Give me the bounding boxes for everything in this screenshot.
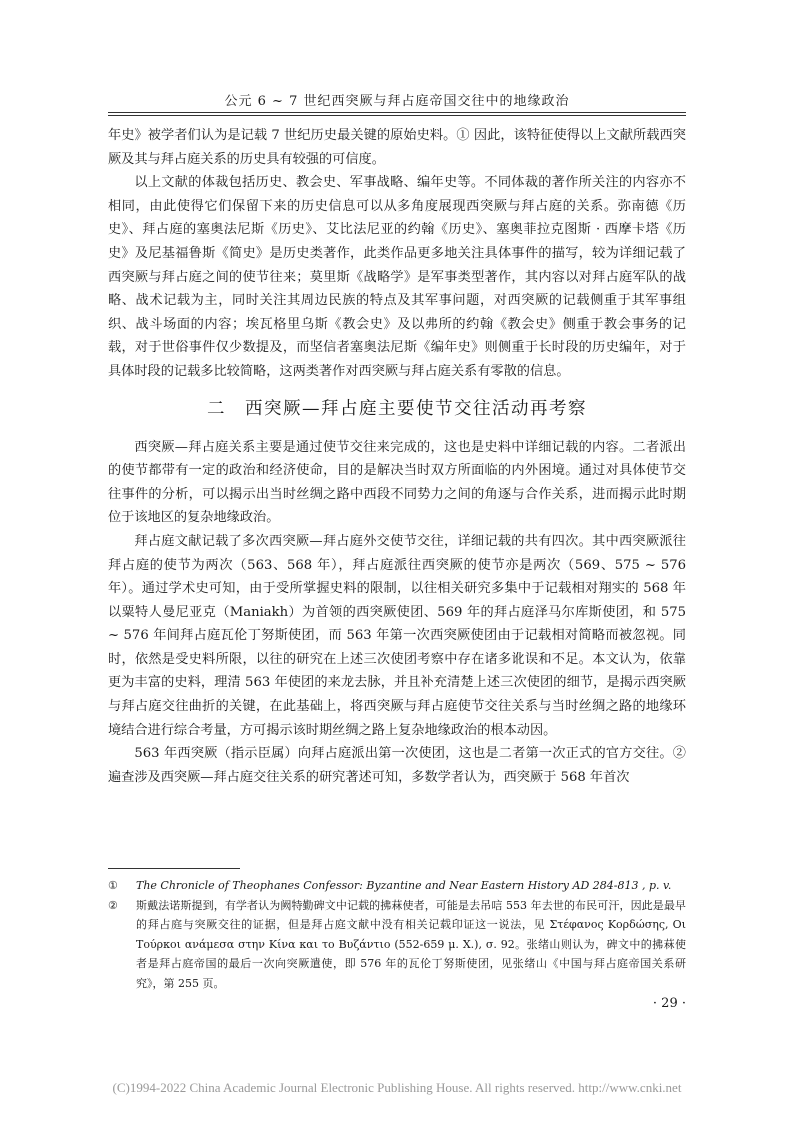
body-text — [108, 124, 686, 789]
paragraph: 以上文献的体裁包括历史、教会史、军事战略、编年史等。不同体裁的著作所关注的内容亦不相同，由此使得它们保留下来的历史信息可以从多角度展现西突厥与拜占庭的关系。弥南德《历史》、拜占庭的塞奥法尼斯《历史》、艾比法尼亚的约翰《历史》、塞奥菲拉克图斯 · 西摩卡塔《历史》及尼基福鲁斯《简史》是历史类著作，此类作品更多地关注具体事件的描写，较为详细记载了西突厥与拜占庭之间的使节往来；莫里斯《战略学》是军事类型著作，其内容以对拜占庭军队的战略、战术记载为主，同时关注其周边民族的特点及其军事问题，对西突厥的记载侧重于其军事组织、战斗场面的内容；埃瓦格里乌斯《教会史》及以弗所的约翰《教会史》侧重于教会事务的记载，对于世俗事件仅少数提及，而坚信者塞奥法尼斯《编年史》则侧重于长时段的历史编年，对于具体时段的记载多比较简略，这两类著作对西突厥与拜占庭关系有零散的信息。 — [108, 175, 686, 379]
paragraph: 563 年西突厥（指示臣属）向拜占庭派出第一次使团，这也是二者第一次正式的官方交往。② 遍查涉及西突厥—拜占庭交往关系的研究著述可知，多数学者认为，西突厥于 568 年首次 — [108, 746, 686, 785]
footnote — [108, 896, 686, 994]
page-number: · 29 · — [652, 996, 686, 1011]
header-rule-thin — [108, 115, 686, 116]
running-head: 公元 6 ~ 7 世纪西突厥与拜占庭帝国交往中的地缘政治 — [224, 94, 570, 109]
paragraph: 年史》被学者们认为是记载 7 世纪历史最关键的原始史料。① 因此，该特征使得以上文献所载西突厥及其与拜占庭关系的历史具有较强的可信度。 — [108, 128, 686, 167]
footnote — [108, 876, 686, 896]
section-heading: 二 西突厥—拜占庭主要使节交往活动再考察 — [207, 398, 587, 419]
footnote-rule — [108, 868, 240, 869]
footnote-title: The Chronicle of Theophanes Confessor — [136, 879, 360, 892]
footnote-text: : Byzantine and Near Eastern History AD 284-813 , p. v. — [359, 879, 672, 892]
footnote-text: 斯戴法诺斯提到，有学者认为阙特勤碑文中记载的拂菻使者，可能是去吊唁 553 年去世的布民可汗，因此是最早的拜占庭与突厥交往的证据，但是拜占庭文献中没有相关记载印证这一说法，见 Στέφανος Κορδώσης, Οι Τούρκοι ανάμεσα στην Κίνα και το Βυζάντιο (552-659 μ. Χ.), σ. 92。张绪山则认为，碑文中的拂菻使者是拜占庭帝国的最后一次向突厥遣使，即 576 年的瓦伦丁努斯使团，见张绪山《中国与拜占庭帝国关系研究》，第 255 页。 — [136, 898, 686, 990]
footnote-mark: ① — [108, 879, 118, 892]
paragraph: 拜占庭文献记载了多次西突厥—拜占庭外交使节交往，详细记载的共有四次。其中西突厥派往拜占庭的使节为两次（563、568 年），拜占庭派往西突厥的使节亦是两次（569、575 ~ 576 年）。通过学术史可知，由于受所掌握史料的限制，以往相关研究多集中于记载相对翔实的 568 年以粟特人曼尼亚克（Maniakh）为首领的西突厥使团、569 年的拜占庭泽马尔库斯使团，和 575 ~ 576 年间拜占庭瓦伦丁努斯使团，而 563 年第一次西突厥使团由于记载相对简略而被忽视。同时，依然是受史料所限，以往的研究在上述三次使团考察中存在诸多讹误和不足。本文认为，依靠更为丰富的史料，理清 563 年使团的来龙去脉，并且补充清楚上述三次使团的细节，是揭示西突厥与拜占庭交往曲折的关键，在此基础上，将西突厥与拜占庭使节交往关系与当时丝绸之路的地缘环境结合进行综合考量，方可揭示该时期丝绸之路上复杂地缘政治的根本动因。 — [108, 533, 686, 738]
paragraph: 西突厥—拜占庭关系主要是通过使节交往来完成的，这也是史料中详细记载的内容。二者派出的使节都带有一定的政治和经济使命，目的是解决当时双方所面临的内外困境。通过对具体使节交往事件的分析，可以揭示出当时丝绸之路中西段不同势力之间的角逐与合作关系，进而揭示此时期位于该地区的复杂地缘政治。 — [108, 439, 686, 526]
footnotes — [108, 876, 686, 993]
header-rule — [108, 112, 686, 113]
footnote-mark: ② — [108, 898, 118, 912]
copyright-line: (C)1994-2022 China Academic Journal Electronic Publishing House. All rights reserved. http://www.cnki.net — [112, 1080, 682, 1095]
